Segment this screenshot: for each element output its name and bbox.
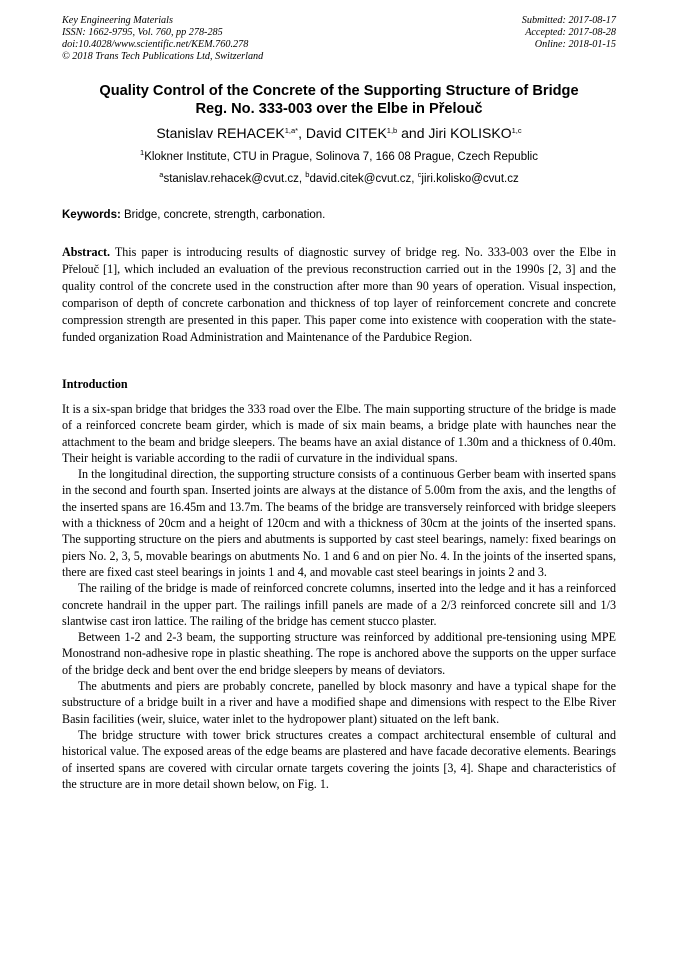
paragraph: Between 1-2 and 2-3 beam, the supporting structure was reinforced by additional pre-tensioning using MPE Monostrand non-adhesive rope in plastic sheathing. The rope is anchored above the supports on the upper surface of the bridge deck and bent over the end bridge sleepers by means of deviators.	[62, 630, 616, 677]
author-separator: ,	[298, 125, 306, 141]
paper-title	[62, 82, 616, 118]
abstract	[62, 244, 616, 347]
journal-name: Key Engineering Materials	[62, 15, 173, 26]
email-1: stanislav.rehacek@cvut.cz,	[163, 173, 306, 185]
title-line-1: Quality Control of the Concrete of the Supporting Structure of Bridge	[99, 83, 579, 99]
body-text	[62, 401, 616, 792]
keywords-label: Keywords:	[62, 209, 121, 221]
email-3: jiri.kolisko@cvut.cz	[421, 173, 519, 185]
doi-line: doi:10.4028/www.scientific.net/KEM.760.278	[62, 39, 249, 50]
paragraph: The bridge structure with tower brick structures creates a compact architectural ensemble of cultural and historical value. The exposed areas of the edge beams are plastered and have facade decorative elements. Bearings of inserted spans are covered with circular ornate targets covering the joints [3, 4]. Shape and characteristics of the structure are in more detail shown below, on Fig. 1.	[62, 727, 616, 791]
paragraph: It is a six-span bridge that bridges the 333 road over the Elbe. The main supporting structure of the bridge is made of a reinforced concrete beam girder, which is made of six main beams, a bridge plate with haunches near the attachment to the beam and bridge sleepers. The beams have an axial distance of 1.30m and a thickness of 0.40m. Their height is variable according to the radii of curvature in the individual spans.	[62, 402, 616, 465]
author-1-affil-mark: 1,a*	[284, 126, 299, 135]
submission-dates	[522, 15, 616, 51]
email-2: david.citek@cvut.cz,	[309, 173, 418, 185]
paragraph: The abutments and piers are probably concrete, panelled by block masonry and have a typical shape for the substructure of a bridge built in a river and have a modified shape and dimensions with respect to the Elbe River Basin facilities (weir, sluice, water inlet to the hydropower plant) situated on the left bank.	[62, 679, 616, 726]
title-line-2: Reg. No. 333-003 over the Elbe in Přelouč	[195, 101, 483, 117]
author-3-affil-mark: 1,c	[511, 126, 522, 135]
online-date: Online: 2018-01-15	[534, 39, 616, 50]
abstract-label: Abstract.	[62, 245, 111, 259]
journal-info	[62, 15, 263, 63]
keywords	[62, 208, 616, 222]
abstract-text: This paper is introducing results of diagnostic survey of bridge reg. No. 333-003 over the Elbe in Přelouč [1], which included an evaluation of the previous reconstruction carried out in the 1990s [2, 3] and the quality control of the concrete used in the construction after more than 90 years of operation. Visual inspection, comparison of depth of concrete carbonation and thickness of top layer of reinforcement concrete and concrete compression strength are presented in this paper. This paper come into existence with cooperation with the state-funded organization Road Administration and Maintenance of the Pardubice Region.	[62, 245, 616, 345]
affiliation-text: Klokner Institute, CTU in Prague, Solinova 7, 166 08 Prague, Czech Republic	[144, 151, 538, 163]
paragraph: The railing of the bridge is made of reinforced concrete columns, inserted into the ledge and it has a reinforced concrete handrail in the upper part. The railings infill panels are made of a 2/3 reinforced concrete sill and 1/3 slantwise cast iron lattice. The railing of the bridge has cement stucco plaster.	[62, 581, 616, 628]
author-2-name: David CITEK	[305, 125, 387, 141]
email-mark-a: a	[159, 170, 164, 179]
issn-line: ISSN: 1662-9795, Vol. 760, pp 278-285	[62, 27, 223, 38]
author-emails	[62, 172, 616, 186]
author-3-name: Jiri KOLISKO	[428, 125, 512, 141]
affiliation	[62, 150, 616, 164]
copyright-line: © 2018 Trans Tech Publications Ltd, Switzerland	[62, 51, 264, 62]
author-separator: and	[397, 125, 429, 141]
affiliation-mark: 1	[140, 148, 145, 157]
submitted-date: Submitted: 2017-08-17	[521, 15, 616, 26]
keywords-text: Bridge, concrete, strength, carbonation.	[120, 209, 326, 221]
author-2-affil-mark: 1,b	[386, 126, 398, 135]
accepted-date: Accepted: 2017-08-28	[525, 27, 616, 38]
email-mark-c: c	[417, 170, 422, 179]
paragraph: In the longitudinal direction, the supporting structure consists of a continuous Gerber beam with inserted spans in the second and fourth span. Inserted joints are always at the distance of 5.00m from the axis, and the lengths of the inserted spans are 16.45m and 13.7m. The beams of the bridge are transversely reinforced with bridge sleepers with a thickness of 20cm and a height of 120cm and with a thickness of 30cm at the joints of the inserted spans. The supporting structure on the piers and abutments is supported by cast steel bearings, namely: fixed bearings on piers No. 2, 3, 5, movable bearings on abutments No. 1 and 6 and on pier No. 4. In the joints of the inserted spans, there are fixed cast steel bearings in joints 1 and 4, and movable cast steel bearings in joints 2 and 3.	[62, 467, 616, 579]
author-1-name: Stanislav REHACEK	[156, 125, 285, 141]
author-list	[62, 124, 616, 142]
email-mark-b: b	[305, 170, 310, 179]
section-heading: Introduction	[62, 377, 128, 391]
